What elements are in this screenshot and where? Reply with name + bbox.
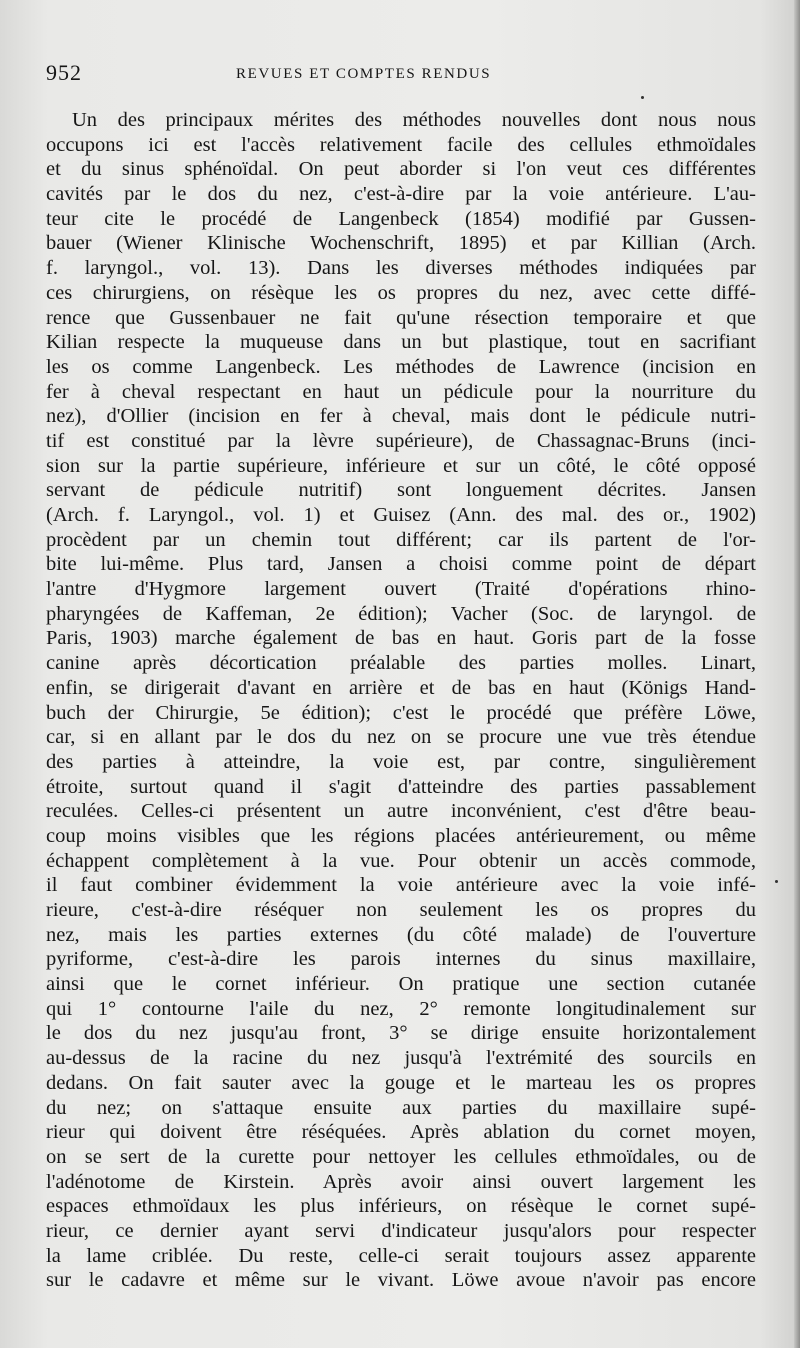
body-text — [46, 108, 756, 1293]
text-line: ces chirurgiens, on résèque les os propres du nez, avec cette diffé- — [46, 281, 756, 304]
text-line: bauer (Wiener Klinische Wochenschrift, 1895) et par Killian (Arch. — [46, 232, 756, 255]
text-line: (Arch. f. Laryngol., vol. 1) et Guisez (Ann. des mal. des or., 1902) — [46, 504, 756, 526]
text-line: des parties à atteindre, la voie est, par contre, singulièrement — [46, 750, 756, 773]
text-line: rence que Gussenbauer ne fait qu'une résection temporaire et que — [46, 306, 756, 329]
text-line: espaces ethmoïdaux les plus inférieurs, on résèque le cornet supé- — [46, 1195, 756, 1218]
text-line: reculées. Celles-ci présentent un autre inconvénient, c'est d'être beau- — [46, 800, 756, 823]
page-edge-shadow — [794, 0, 800, 1348]
text-line: teur cite le procédé de Langenbeck (1854) modifié par Gussen- — [46, 207, 756, 230]
text-line: f. laryngol., vol. 13). Dans les diverses méthodes indiquées par — [46, 257, 756, 280]
text-line: Paris, 1903) marche également de bas en haut. Goris part de la fosse — [46, 627, 756, 650]
text-line: car, si en allant par le dos du nez on se procure une vue très étendue — [46, 726, 756, 749]
text-line: l'adénotome de Kirstein. Après avoir ainsi ouvert largement les — [46, 1170, 756, 1193]
page-header — [46, 60, 756, 90]
page-number: 952 — [46, 60, 82, 85]
text-line: cavités par le dos du nez, c'est-à-dire par la voie antérieure. L'au- — [46, 183, 756, 206]
text-line: enfin, se dirigerait d'avant en arrière et de bas en haut (Königs Hand- — [46, 676, 756, 699]
text-line: étroite, surtout quand il s'agit d'atteindre des parties passablement — [46, 775, 756, 798]
text-line: la lame criblée. Du reste, celle-ci serait toujours assez apparente — [46, 1244, 756, 1267]
ink-speck — [775, 880, 778, 883]
text-line: du nez; on s'attaque ensuite aux parties du maxillaire supé- — [46, 1096, 756, 1119]
running-head: REVUES ET COMPTES RENDUS — [236, 66, 492, 82]
text-line: tif est constitué par la lèvre supérieure), de Chassagnac-Bruns (inci- — [46, 429, 756, 452]
text-line: les os comme Langenbeck. Les méthodes de Lawrence (incision en — [46, 355, 756, 378]
text-line: sur le cadavre et même sur le vivant. Löwe avoue n'avoir pas encore — [46, 1269, 756, 1292]
text-line: pharyngées de Kaffeman, 2e édition); Vacher (Soc. de laryngol. de — [46, 602, 756, 625]
text-line: occupons ici est l'accès relativement facile des cellules ethmoïdales — [46, 133, 756, 156]
text-line: procèdent par un chemin tout différent; car ils partent de l'or- — [46, 528, 756, 551]
text-line: échappent complètement à la vue. Pour obtenir un accès commode, — [46, 849, 756, 872]
text-line: pyriforme, c'est-à-dire les parois internes du sinus maxillaire, — [46, 948, 756, 971]
text-line: au-dessus de la racine du nez jusqu'à l'extrémité des sourcils en — [46, 1047, 756, 1070]
text-line: qui 1° contourne l'aile du nez, 2° remonte longitudinalement sur — [46, 997, 756, 1020]
text-line: canine après décortication préalable des parties molles. Linart, — [46, 652, 756, 675]
text-line: il faut combiner évidemment la voie antérieure avec la voie infé- — [46, 874, 756, 897]
text-line: dedans. On fait sauter avec la gouge et le marteau les os propres — [46, 1071, 756, 1094]
text-line: coup moins visibles que les régions placées antérieurement, ou même — [46, 824, 756, 847]
text-line: l'antre d'Hygmore largement ouvert (Traité d'opérations rhino- — [46, 578, 756, 601]
text-line: rieure, c'est-à-dire réséquer non seulement les os propres du — [46, 899, 756, 921]
text-line: Kilian respecte la muqueuse dans un but plastique, tout en sacrifiant — [46, 331, 756, 354]
text-line: Un des principaux mérites des méthodes nouvelles dont nous nous — [72, 109, 756, 131]
text-line: nez), d'Ollier (incision en fer à cheval, mais dont le pédicule nutri- — [46, 405, 756, 428]
ink-speck — [641, 96, 644, 99]
text-line: bite lui-même. Plus tard, Jansen a choisi comme point de départ — [46, 553, 756, 576]
text-line: nez, mais les parties externes (du côté malade) de l'ouverture — [46, 923, 756, 946]
text-line: le dos du nez jusqu'au front, 3° se dirige ensuite horizontalement — [46, 1022, 756, 1045]
text-line: rieur, ce dernier ayant servi d'indicateur jusqu'alors pour respecter — [46, 1219, 756, 1242]
text-line: ainsi que le cornet inférieur. On pratique une section cutanée — [46, 973, 756, 996]
text-line: rieur qui doivent être réséquées. Après ablation du cornet moyen, — [46, 1121, 756, 1144]
text-line: sion sur la partie supérieure, inférieure et sur un côté, le côté opposé — [46, 454, 756, 477]
text-line: servant de pédicule nutritif) sont longuement décrites. Jansen — [46, 479, 756, 502]
text-line: buch der Chirurgie, 5e édition); c'est le procédé que préfère Löwe, — [46, 701, 756, 724]
text-line: fer à cheval respectant en haut un pédicule pour la nourriture du — [46, 380, 756, 403]
text-line: on se sert de la curette pour nettoyer les cellules ethmoïdales, ou de — [46, 1145, 756, 1168]
text-line: et du sinus sphénoïdal. On peut aborder si l'on veut ces différentes — [46, 158, 756, 181]
